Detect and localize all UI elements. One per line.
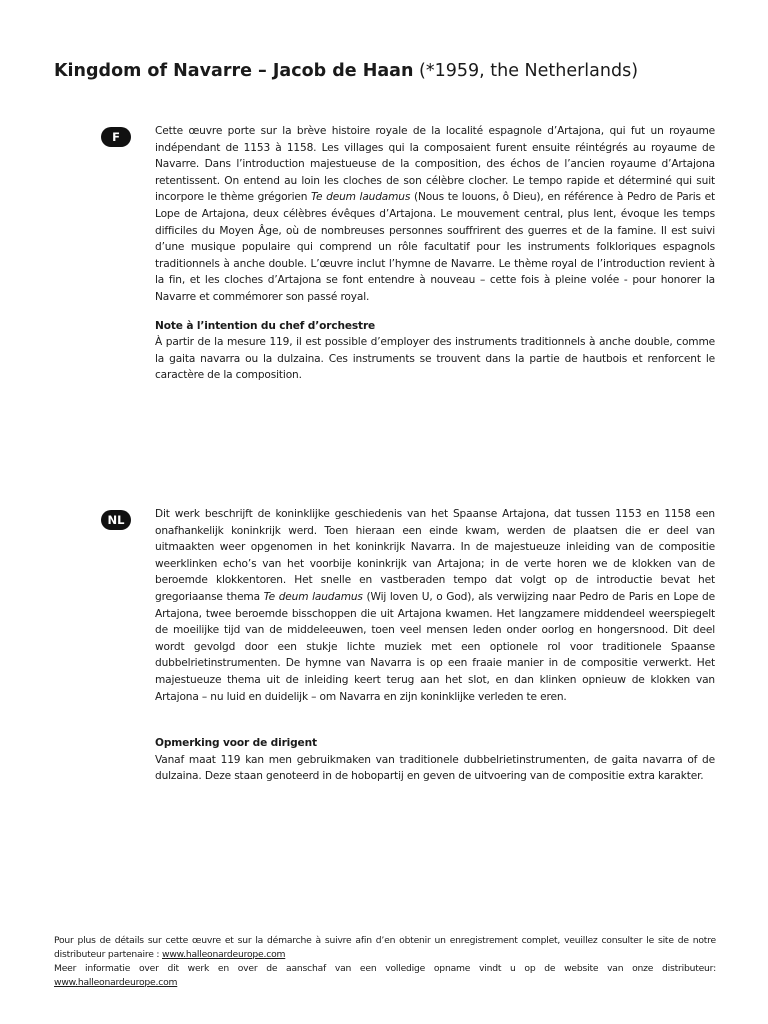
footer (54, 934, 716, 990)
language-badge-french: F (101, 127, 131, 147)
footer-french: Pour plus de détails sur cette œuvre et sur la démarche à suivre afin d’en obtenir un enregistrement complet, veuillez consulter le site de notre distributeur partenaire : www.halleonardeurope.com (54, 935, 716, 960)
language-badge-dutch: NL (101, 510, 131, 530)
dutch-section (155, 506, 715, 785)
footer-dutch-link[interactable]: www.halleonardeurope.com (54, 977, 178, 988)
page-title (54, 60, 734, 82)
french-note-title: Note à l’intention du chef d’orchestre (155, 319, 376, 332)
title-sub: (*1959, the Netherlands) (419, 61, 639, 81)
dutch-description: Dit werk beschrijft de koninklijke geschiedenis van het Spaanse Artajona, dat tussen 1153 en 1158 een onafhankelijk koninkrijk werd. Toen hieraan een einde kwam, werden de plaatsen die er deel van uitmaakten weer opgenomen in het koninkrijk Navarra. In de majestueuze inleiding van de compositie weerklinken echo’s van het voorbije koninkrijk van Artajona; in de verte horen we de klokken van de beroemde klokkentoren. Het snelle en vastberaden tempo dat volgt op de introductie bevat het gregoriaanse thema Te deum laudamus (Wij loven U, o God), als verwijzing naar Pedro de Paris en Lope de Artajona, twee beroemde bisschoppen die uit Artajona kwamen. Het langzamere middendeel weerspiegelt de moeilijke tijd van de middeleeuwen, toen veel mensen leden onder oorlog en hongersnood. Dit deel wordt gevolgd door een stukje lichte muziek met een optionele rol voor traditionele Spaanse dubbelrietinstrumenten. De hymne van Navarra is op een fraaie manier in de compositie verwerkt. Het majestueuze thema uit de inleiding keert terug aan het slot, en dan klinken opnieuw de klokken van Artajona – nu luid en duidelijk – om Navarra en zijn koninklijke verleden te eren. (155, 508, 716, 703)
french-note-text: À partir de la mesure 119, il est possible d’employer des instruments traditionnels à anche double, comme la gaita navarra ou la dulzaina. Ces instruments se trouvent dans la partie de hautbois et renforcent le caractère de la composition. (155, 336, 715, 382)
dutch-note-title: Opmerking voor de dirigent (155, 737, 317, 750)
title-main: Kingdom of Navarre – Jacob de Haan (54, 61, 414, 81)
french-description: Cette œuvre porte sur la brève histoire royale de la localité espagnole d’Artajona, qui fut un royaume indépendant de 1153 à 1158. Les villages qui la composaient furent ensuite réintégrés au royaume de Navarre. Dans l’introduction majestueuse de la composition, des échos de l’ancien royaume d’Artajona retentissent. On entend au loin les cloches de son célèbre clocher. Le tempo rapide et déterminé qui suit incorpore le thème grégorien Te deum laudamus (Nous te louons, ô Dieu), en référence à Pedro de Paris et Lope de Artajona, deux célèbres évêques d’Artajona. Le mouvement central, plus lent, évoque les temps difficiles du Moyen Âge, où de nombreuses personnes souffrirent des guerres et de la famine. Il est suivi d’une musique populaire qui comprend un rôle facultatif pour les instruments folkloriques espagnols traditionnels à anche double. L’œuvre inclut l’hymne de Navarre. Le thème royal de l’introduction revient à la fin, et les cloches d’Artajona se font entendre à nouveau – cette fois à pleine volée - pour honorer la Navarre et commémorer son passé royal. (155, 125, 715, 303)
french-section (155, 123, 715, 384)
dutch-theme-title: Te deum laudamus (263, 590, 363, 603)
footer-french-link[interactable]: www.halleonardeurope.com (162, 949, 286, 960)
footer-dutch: Meer informatie over dit werk en over de aanschaf van een volledige opname vindt u op de website van onze distributeur: www.halleonardeurope.com (54, 963, 716, 988)
dutch-note-text: Vanaf maat 119 kan men gebruikmaken van traditionele dubbelrietinstrumenten, de gaita navarra of de dulzaina. Deze staan genoteerd in de hobopartij en geven de uitvoering van de compositie extra karakter. (155, 753, 715, 783)
french-theme-title: Te deum laudamus (311, 191, 411, 204)
